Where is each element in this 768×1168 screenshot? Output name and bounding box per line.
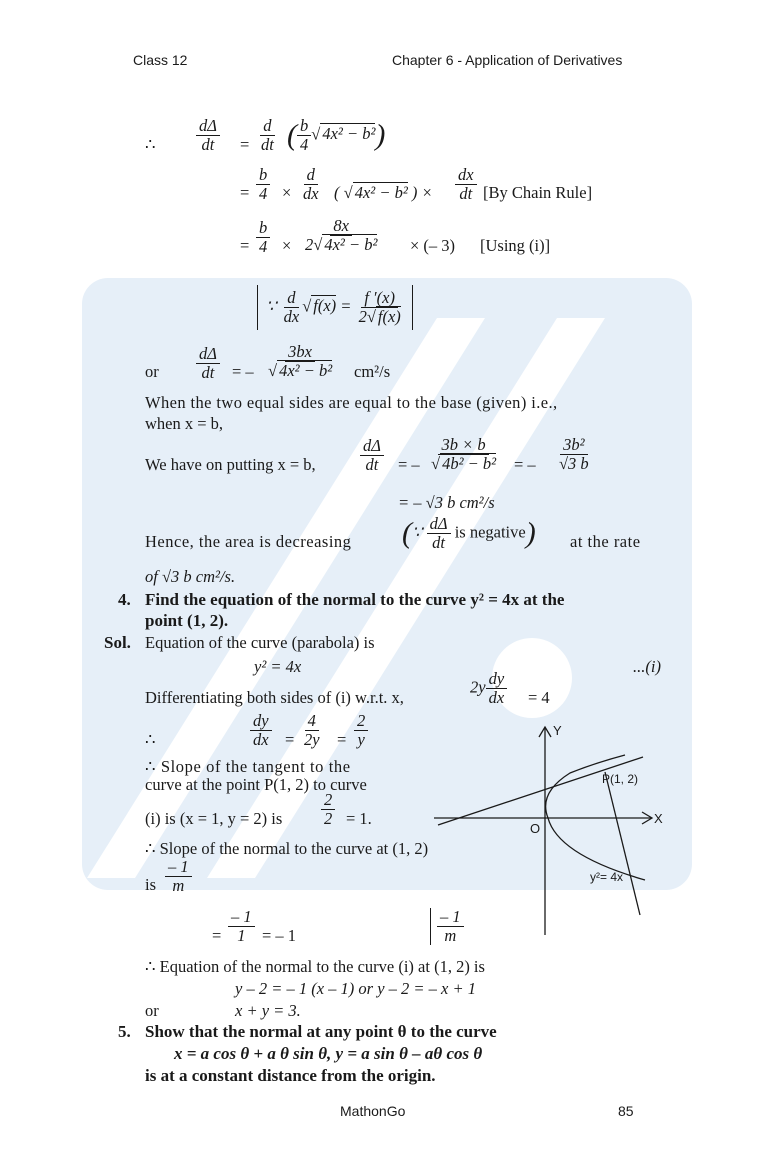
slope-tangent-3: (i) is (x = 1, y = 2) is [145, 809, 283, 828]
or-label: or [145, 362, 159, 381]
q5-line1: Show that the normal at any point θ to the curve [145, 1022, 497, 1041]
is-label: is [145, 875, 157, 894]
eq2-chain-rule: [By Chain Rule] [483, 183, 593, 202]
hint-box: ∵ $\frac{d}{dx}$ √ f(x) = $\frac{f '(x)}{2√ f(x)}$ [257, 285, 413, 330]
eq5-frac: $\frac{3b \times b}{\text{√ 4b² − b²}}$ [431, 435, 497, 473]
at-rate-text: at the rate [570, 532, 641, 551]
hence-text: Hence, the area is decreasing [145, 532, 352, 551]
q4-text-line2: point (1, 2). [145, 611, 229, 630]
two-over-two: $\frac{2}{2}$ [321, 791, 335, 828]
slope-tangent-2: curve at the point P(1, 2) to curve [145, 775, 367, 794]
y-axis-label: Y [553, 723, 562, 738]
dy-eq1: = [285, 730, 295, 749]
slope-normal: ∴ Slope of the normal to the curve at (1, 2) [145, 839, 429, 858]
eq2-times: × [282, 183, 292, 202]
header-chapter: Chapter 6 - Application of Derivatives [392, 52, 623, 68]
eq4-frac: $\frac{3bx}{\text{√ 4x² − b²}}$ [268, 342, 333, 380]
two-over-y: $\frac{2}{y}$ [354, 712, 368, 749]
of-rate-text: of √3 b cm²/s. [145, 567, 236, 586]
sol-label: Sol. [104, 633, 131, 652]
diff-lhs: 2y $\frac{dy}{dx}$ [470, 670, 507, 707]
curve-eq-tag: ...(i) [633, 657, 661, 676]
eq3-times: × [282, 236, 292, 255]
eq3-using: [Using (i)] [480, 236, 551, 255]
hence-bracket: (∵ $\frac{d\Delta}{dt}$ is negative) [402, 514, 536, 552]
dy-eq2: = [337, 730, 347, 749]
eq3-frac: $\frac{8x}{\text{2√ 4x² − b²}}$ [305, 216, 378, 254]
eq1-bracket-expr: ( $\frac{b}{4}$ √ 4x² − b²) [287, 116, 386, 154]
q4-number: 4. [118, 590, 131, 609]
normal-eq-line: ∴ Equation of the normal to the curve (i) at (1, 2) is [145, 957, 485, 976]
eq2-sqrt: ( √ 4x² − b² ) × [334, 183, 433, 202]
curve-label: y²= 4x [590, 870, 624, 884]
q4-text-line1: Find the equation of the normal to the curve y² = 4x at the [145, 590, 565, 609]
parabola-graph [420, 715, 670, 935]
sol-eq-line: Equation of the curve (parabola) is [145, 633, 375, 652]
eq-start: = [212, 926, 222, 945]
diff-eq-four: = 4 [528, 688, 550, 707]
side-note: $\frac{- 1}{m}$ [430, 908, 464, 945]
eq3-equals: = [240, 236, 250, 255]
eq2-b-over-4: $\frac{b}{4}$ [256, 166, 270, 203]
curve-eq: y² = 4x [254, 657, 302, 676]
eq2-equals: = [240, 183, 250, 202]
eq3-b-over-4: $\frac{b}{4}$ [256, 219, 270, 256]
eq4-minus-eq: = – [232, 362, 254, 381]
header-class: Class 12 [133, 52, 188, 68]
origin-label: O [530, 821, 541, 836]
footer-brand: MathonGo [340, 1103, 406, 1119]
minus-one-over-m: $\frac{- 1}{m}$ [165, 858, 192, 895]
point-label: P(1, 2) [602, 772, 639, 786]
tangent-line [438, 757, 643, 825]
eq5-lhs: $\frac{d\Delta}{dt}$ [360, 437, 384, 474]
q5-line3: is at a constant distance from the origin. [145, 1066, 436, 1085]
eq5-frac2: $\frac{\text{3b²}}{√3 b}$ [559, 435, 589, 473]
eq1-lhs-frac: $\frac{d\Delta}{dt}$ [196, 117, 220, 154]
normal-line [605, 772, 640, 915]
dy-dx-frac: $\frac{dy}{dx}$ [250, 712, 272, 749]
eq-minus-one: = – 1 [262, 926, 297, 945]
eq5-minus-eq2: = – [514, 455, 536, 474]
normal-eq-2: x + y = 3. [235, 1001, 301, 1020]
footer-page-number: 85 [618, 1103, 634, 1119]
eq2-dx-dt: $\frac{dx}{dt}$ [455, 166, 477, 203]
slope-tangent-1: ∴ Slope of the tangent to the [145, 757, 351, 776]
minus-one-over-one: $\frac{- 1}{1}$ [228, 908, 255, 945]
when-x-text: when x = b, [145, 414, 224, 433]
eq1-d-dt: $\frac{d}{dt}$ [261, 116, 274, 154]
eq4-lhs: $\frac{d\Delta}{dt}$ [196, 345, 220, 382]
diff-line: Differentiating both sides of (i) w.r.t. x, [145, 688, 404, 707]
eq2-d-dx: $\frac{d}{dx}$ [303, 165, 319, 203]
putting-text: We have on putting x = b, [145, 455, 316, 474]
eq5-result: = – √3 b cm²/s [398, 493, 495, 512]
q5-number: 5. [118, 1022, 131, 1041]
equal-sides-text: When the two equal sides are equal to the base (given) i.e., [145, 393, 558, 412]
q5-line2: x = a cos θ + a θ sin θ, y = a sin θ – aθ cos θ [174, 1044, 483, 1063]
therefore-symbol: ∴ [145, 135, 156, 154]
or-label-2: or [145, 1001, 159, 1020]
normal-eq-1: y – 2 = – 1 (x – 1) or y – 2 = – x + 1 [235, 979, 476, 998]
eq1-equals: = [240, 135, 250, 154]
eq3-minus-three: × (– 3) [410, 236, 456, 255]
four-over-2y: $\frac{4}{2y}$ [304, 711, 320, 749]
eq5-minus-eq: = – [398, 455, 420, 474]
eq4-unit: cm²/s [354, 362, 391, 381]
therefore-2: ∴ [145, 730, 156, 749]
eq-one: = 1. [346, 809, 372, 828]
x-axis-label: X [654, 811, 663, 826]
